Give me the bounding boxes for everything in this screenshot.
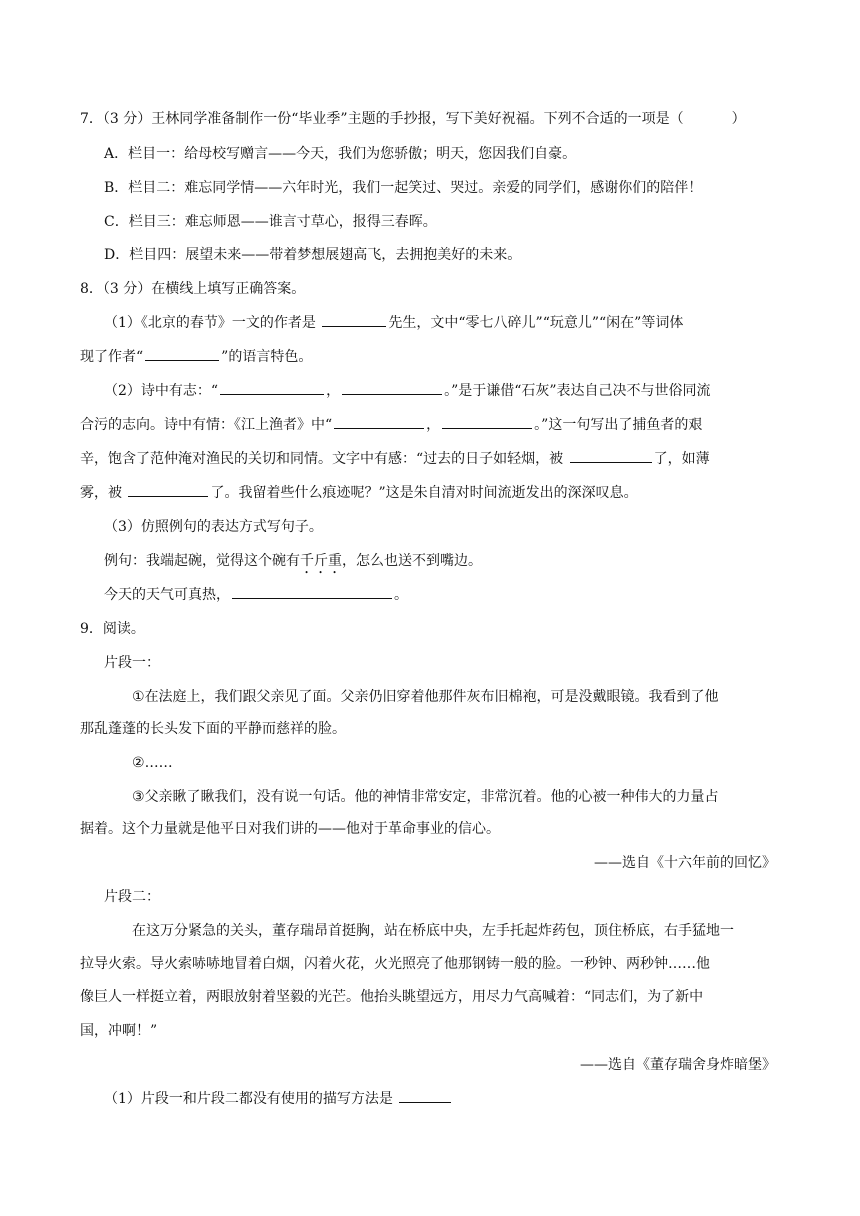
fragment-two-line4: 国，冲啊！” xyxy=(80,1023,158,1039)
fragment-one-title: 片段一： xyxy=(104,655,160,671)
q7-option-b: B．栏目二：难忘同学情——六年时光，我们一起笑过、哭过。亲爱的同学们，感谢你们的陪伴！ xyxy=(104,180,703,196)
answer-blank[interactable] xyxy=(570,448,652,463)
fragment-two-line3: 像巨人一样挺立着，两眼放射着坚毅的光芒。他抬头眺望远方，用尽力气高喊着：“同志们，为了新中 xyxy=(80,989,704,1005)
circled-number: ③ xyxy=(132,789,145,805)
fragment-one-line3: ②…… xyxy=(132,755,173,771)
q8-example: 例句：我端起碗，觉得这个碗有千斤重，怎么也送不到嘴边。 xyxy=(104,553,482,569)
emphasized-phrase: 千斤重 xyxy=(300,553,342,569)
answer-blank[interactable] xyxy=(399,1088,451,1103)
fragment-one-line5: 据着。这个力量就是他平日对我们讲的——他对于革命事业的信心。 xyxy=(80,821,500,837)
answer-blank[interactable] xyxy=(232,584,392,599)
q8-part2-line1: （2）诗中有志：“ ， 。”是于谦借“石灰”表达自己决不与世俗同流 xyxy=(104,380,711,402)
answer-blank[interactable] xyxy=(334,414,424,429)
source-one: ——选自《十六年前的回忆》 xyxy=(594,855,776,871)
circled-number: ② xyxy=(132,755,145,771)
fragment-one-line4: ③父亲瞅了瞅我们，没有说一句话。他的神情非常安定，非常沉着。他的心被一种伟大的力量占 xyxy=(132,789,719,805)
answer-blank[interactable] xyxy=(442,414,532,429)
fragment-one-line1: ①在法庭上，我们跟父亲见了面。父亲仍旧穿着他那件灰布旧棉袍，可是没戴眼镜。我看到了他 xyxy=(132,689,719,705)
q9-stem: 9．阅读。 xyxy=(80,621,145,637)
q8-imitation: 今天的天气可真热， 。 xyxy=(104,584,408,606)
answer-blank[interactable] xyxy=(128,482,208,497)
answer-blank[interactable] xyxy=(220,380,324,395)
q8-part2-line4: 雾，被 了。我留着些什么痕迹呢？”这是朱自清对时间流逝发出的深深叹息。 xyxy=(80,482,638,504)
q8-part3: （3）仿照例句的表达方式写句子。 xyxy=(104,519,323,535)
q8-part1-line2: 现了作者“ ”的语言特色。 xyxy=(80,346,312,368)
q9-sub1: （1）片段一和片段二都没有使用的描写方法是 xyxy=(104,1088,453,1110)
source-two: ——选自《董存瑞舍身炸暗堡》 xyxy=(580,1057,776,1073)
q7-option-c: C．栏目三：难忘师恩——谁言寸草心，报得三春晖。 xyxy=(104,214,437,230)
q7-stem: 7．（3 分）王林同学准备制作一份“毕业季”主题的手抄报，写下美好祝福。下列不合适的一项是（ ） xyxy=(80,111,746,127)
fragment-two-line1: 在这万分紧急的关头，董存瑞昂首挺胸，站在桥底中央，左手托起炸药包，顶住桥底，右手猛地一 xyxy=(132,923,734,939)
fragment-one-line2: 那乱蓬蓬的长头发下面的平静而慈祥的脸。 xyxy=(80,721,346,737)
q8-part2-line2: 合污的志向。诗中有情：《江上渔者》中“ ， 。”这一句写出了捕鱼者的艰 xyxy=(80,414,702,436)
q8-part1-line1: （1）《北京的春节》一文的作者是 先生，文中“零七八碎儿”“玩意儿”“闲在”等词体 xyxy=(104,312,683,334)
answer-blank[interactable] xyxy=(145,346,219,361)
fragment-two-title: 片段二： xyxy=(104,889,160,905)
q8-stem: 8．（3 分）在横线上填写正确答案。 xyxy=(80,281,306,297)
circled-number: ① xyxy=(132,689,145,705)
q7-option-d: D．栏目四：展望未来——带着梦想展翅高飞，去拥抱美好的未来。 xyxy=(104,247,522,263)
q8-part2-line3: 辛，饱含了范仲淹对渔民的关切和同情。文字中有感：“过去的日子如轻烟，被 了，如薄 xyxy=(80,448,710,470)
answer-blank[interactable] xyxy=(322,312,386,327)
fragment-two-line2: 拉导火索。导火索哧哧地冒着白烟，闪着火花，火光照亮了他那钢铸一般的脸。一秒钟、两秒钟……他 xyxy=(80,956,710,972)
answer-blank[interactable] xyxy=(342,380,442,395)
q7-option-a: A．栏目一：给母校写赠言——今天，我们为您骄傲；明天，您因我们自豪。 xyxy=(104,146,577,162)
